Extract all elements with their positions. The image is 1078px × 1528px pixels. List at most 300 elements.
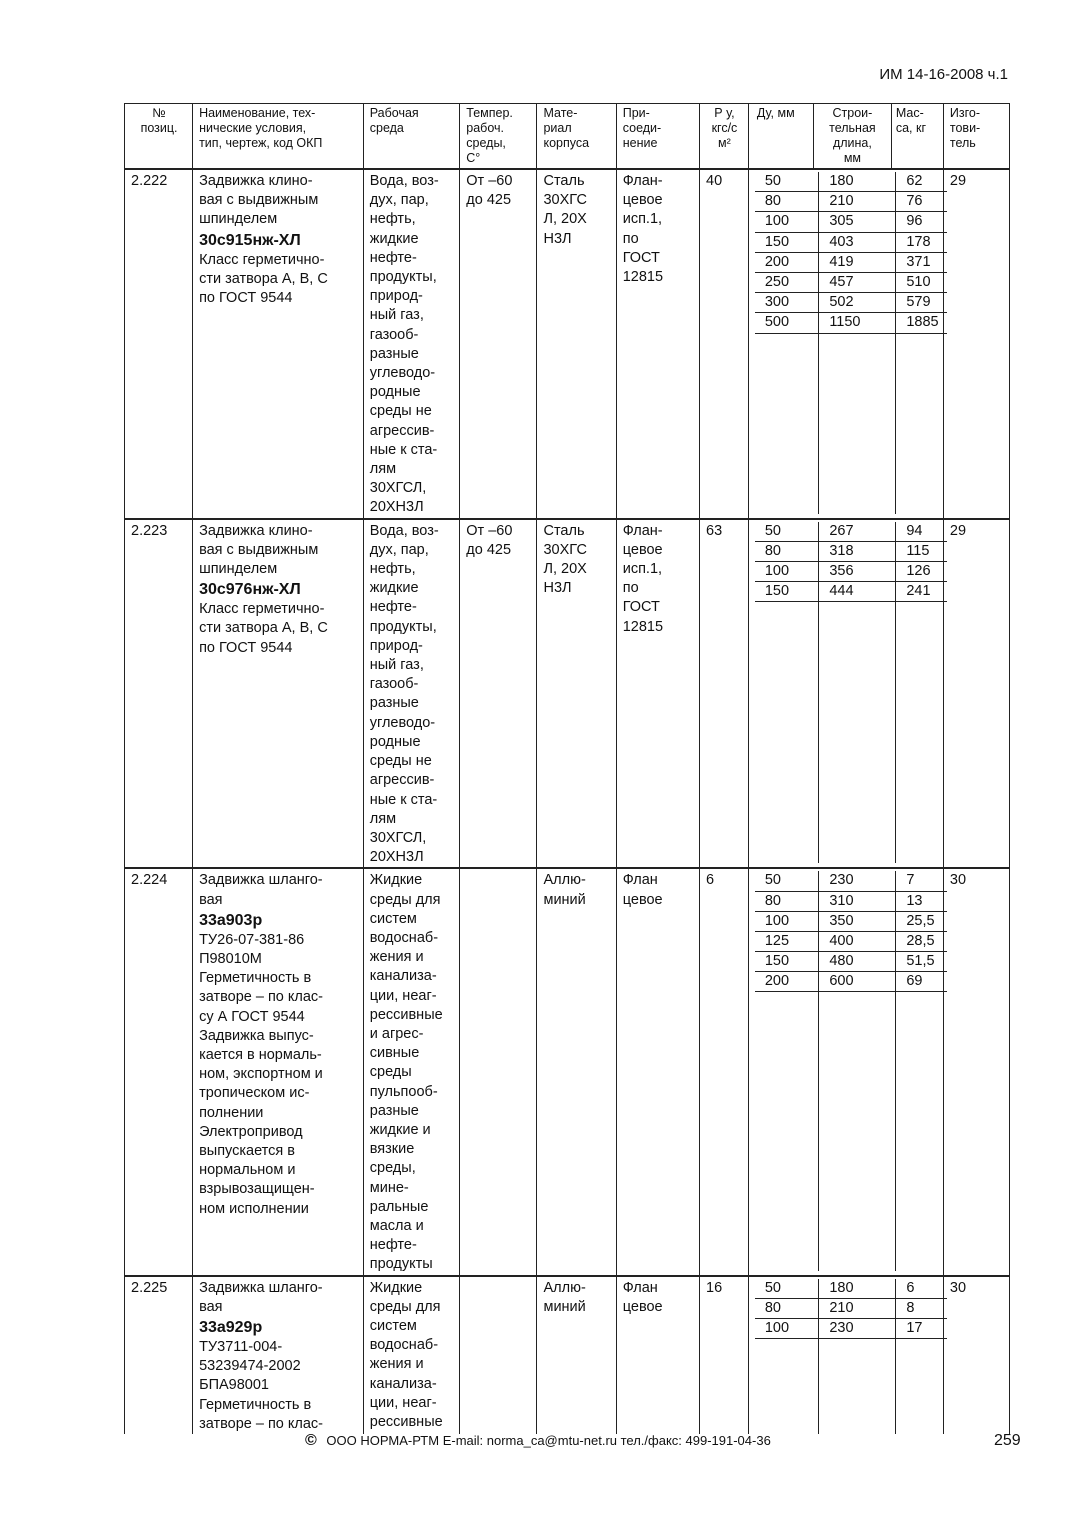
nominal-diameter: 50 <box>755 871 819 891</box>
size-row <box>755 293 947 313</box>
name_pre-line: шпинделем <box>199 211 278 228</box>
nominal-diameter: 80 <box>755 891 819 911</box>
material-line: Сталь <box>543 522 585 539</box>
nominal-diameter: 300 <box>755 293 819 313</box>
size-row <box>755 562 947 582</box>
mass: 115 <box>896 541 947 561</box>
name_pre-line: вая <box>199 1298 223 1315</box>
connection-line: Флан <box>622 1279 658 1296</box>
construction-length: 600 <box>819 972 896 992</box>
medium-line: лям <box>369 461 397 478</box>
valve-spec-table <box>124 103 1010 1434</box>
header-name <box>193 104 364 170</box>
header-line: Мас- <box>895 106 924 120</box>
nominal-pressure: 63 <box>700 519 749 869</box>
body-material <box>537 169 616 519</box>
header-line: мм <box>843 151 861 165</box>
medium-line: рессивные <box>369 1414 443 1430</box>
size-row <box>755 1298 947 1318</box>
name_pre-line: Задвижка клино- <box>199 173 313 189</box>
footer <box>305 1432 771 1450</box>
connection-line: Флан <box>622 872 658 889</box>
mass: 94 <box>896 522 947 542</box>
nominal-pressure: 40 <box>700 169 749 519</box>
medium-line: систем <box>369 1317 417 1334</box>
name_post-line: кается в нормаль- <box>199 1046 322 1063</box>
temp-line: до 425 <box>466 541 512 558</box>
size-row <box>755 232 947 252</box>
name_pre-line: вая с выдвижным <box>199 192 319 209</box>
construction-length: 180 <box>819 1279 896 1299</box>
table-row <box>125 1276 1010 1434</box>
medium-line: ции, неаг- <box>369 1394 437 1411</box>
material-line: Н3Л <box>543 230 572 247</box>
medium-line: нефть, <box>369 561 416 578</box>
name_post-line: ТУ3711-004- <box>199 1338 283 1355</box>
nominal-diameter: 250 <box>755 272 819 292</box>
name_post-line: П98010М <box>199 950 262 967</box>
header-dn <box>749 104 814 168</box>
name_pre-line: вая с выдвижным <box>199 541 319 558</box>
manufacturer-code: 29 <box>943 519 1009 869</box>
construction-length: 400 <box>819 931 896 951</box>
header-line: Строи- <box>832 106 873 120</box>
medium-line: агрессив- <box>369 422 435 439</box>
nominal-diameter: 500 <box>755 313 819 333</box>
header-connection <box>616 104 699 170</box>
working-temperature <box>460 519 537 869</box>
construction-length: 180 <box>819 172 896 192</box>
mass: 96 <box>896 212 947 232</box>
header-line: нение <box>622 136 658 150</box>
position-number: 2.222 <box>125 169 193 519</box>
mass: 510 <box>896 272 947 292</box>
header-pos <box>125 104 193 170</box>
nominal-diameter: 50 <box>755 172 819 192</box>
nominal-diameter: 200 <box>755 972 819 992</box>
header-line: тови- <box>949 121 981 135</box>
name_pre-line: Задвижка клино- <box>199 522 313 539</box>
construction-length: 356 <box>819 562 896 582</box>
size-table-cell <box>748 169 943 519</box>
valve-name <box>193 169 364 519</box>
size-row <box>755 541 947 561</box>
valve-name <box>193 1276 364 1434</box>
nominal-diameter: 100 <box>755 562 819 582</box>
medium-line: пульпооб- <box>369 1083 438 1100</box>
mass: 8 <box>896 1298 947 1318</box>
medium-line: вязкие <box>369 1141 415 1158</box>
size-table-cell <box>748 1276 943 1434</box>
connection-line: исп.1, <box>622 561 663 578</box>
medium-line: среды для <box>369 1298 441 1315</box>
medium-line: лям <box>369 810 397 827</box>
manufacturer-code: 30 <box>943 868 1009 1275</box>
size-row <box>755 192 947 212</box>
nominal-diameter: 80 <box>755 541 819 561</box>
page-number: 259 <box>994 1432 1021 1449</box>
medium-line: ный газ, <box>369 307 424 324</box>
header-line: са, кг <box>895 121 927 135</box>
construction-length: 457 <box>819 272 896 292</box>
mass: 579 <box>896 293 947 313</box>
name_post-line: ном, экспортном и <box>199 1066 323 1083</box>
connection-type <box>616 1276 699 1434</box>
nominal-diameter: 100 <box>755 1318 819 1338</box>
mass: 62 <box>896 172 947 192</box>
medium-line: природ- <box>369 637 423 654</box>
mass: 28,5 <box>896 931 947 951</box>
nominal-diameter: 200 <box>755 252 819 272</box>
size-row <box>755 522 947 542</box>
size-row <box>755 313 947 333</box>
mass: 76 <box>896 192 947 212</box>
medium-line: среды не <box>369 403 432 420</box>
construction-length: 305 <box>819 212 896 232</box>
connection-line: Флан- <box>622 173 663 189</box>
valve-name <box>193 519 364 869</box>
working-temperature <box>460 169 537 519</box>
name_post-line: выпускается в <box>199 1142 295 1159</box>
material-line: миний <box>543 1298 586 1315</box>
name_post-line: сти затвора А, В, С <box>199 620 328 637</box>
working-temperature <box>460 868 537 1275</box>
header-length <box>814 104 892 168</box>
header-line: соеди- <box>622 121 662 135</box>
size-table <box>755 1279 947 1434</box>
construction-length: 403 <box>819 232 896 252</box>
working-medium <box>363 519 460 869</box>
medium-line: Вода, воз- <box>369 522 439 539</box>
mass: 51,5 <box>896 952 947 972</box>
medium-line: разные <box>369 695 419 712</box>
size-row <box>755 972 947 992</box>
medium-line: дух, пар, <box>369 192 429 209</box>
name_post-line: Класс герметично- <box>199 251 325 268</box>
medium-line: нефте- <box>369 1237 417 1254</box>
connection-type <box>616 519 699 869</box>
header-line: При- <box>622 106 650 120</box>
medium-line: канализа- <box>369 1375 437 1392</box>
construction-length: 350 <box>819 911 896 931</box>
name_post-line: БПА98001 <box>199 1377 269 1394</box>
table-row <box>125 169 1010 519</box>
nominal-diameter: 80 <box>755 192 819 212</box>
medium-line: жения и <box>369 949 424 966</box>
medium-line: Жидкие <box>369 1279 423 1296</box>
medium-line: рессивные <box>369 1006 443 1023</box>
construction-length: 210 <box>819 1298 896 1318</box>
size-table-cell <box>748 868 943 1275</box>
header-line: С° <box>466 151 481 165</box>
name_post-line: нормальном и <box>199 1162 296 1179</box>
medium-line: канализа- <box>369 968 437 985</box>
name_pre-line: шпинделем <box>199 561 278 578</box>
valve-type-code: 30с976нж-ХЛ <box>199 581 301 599</box>
valve-type-code: 30с915нж-ХЛ <box>199 231 301 249</box>
material-line: Л, 20Х <box>543 561 587 578</box>
construction-length: 444 <box>819 582 896 602</box>
medium-line: агрессив- <box>369 772 435 789</box>
nominal-diameter: 150 <box>755 582 819 602</box>
size-row <box>755 891 947 911</box>
medium-line: углеводо- <box>369 365 436 382</box>
medium-line: родные <box>369 384 421 401</box>
nominal-diameter: 150 <box>755 952 819 972</box>
medium-line: газооб- <box>369 326 419 343</box>
header-line: корпуса <box>543 136 590 150</box>
connection-line: цевое <box>622 192 663 209</box>
size-row <box>755 952 947 972</box>
mass: 371 <box>896 252 947 272</box>
connection-line: 12815 <box>622 269 664 286</box>
size-table <box>755 522 947 863</box>
mass: 69 <box>896 972 947 992</box>
temp-line: От –60 <box>466 173 513 189</box>
header-line: тип, чертеж, код ОКП <box>199 136 323 150</box>
medium-line: водоснаб- <box>369 929 439 946</box>
medium-line: среды <box>369 1064 412 1081</box>
header-line: тель <box>949 136 976 150</box>
name_post-line: Задвижка выпус- <box>199 1027 314 1044</box>
name_post-line: по ГОСТ 9544 <box>199 290 293 307</box>
header-pressure <box>700 104 749 170</box>
size-row <box>755 931 947 951</box>
header-line: риал <box>543 121 572 135</box>
connection-line: цевое <box>622 891 663 908</box>
name_post-line: взрывозащищен- <box>199 1181 315 1198</box>
name_post-line: су А ГОСТ 9544 <box>199 1008 305 1025</box>
name_post-line: Герметичность в <box>199 970 312 987</box>
name_pre-line: Задвижка шланго- <box>199 872 323 889</box>
name_post-line: 53239474-2002 <box>199 1358 301 1375</box>
medium-line: Жидкие <box>369 872 423 889</box>
table-header-row <box>125 104 1010 170</box>
medium-line: среды для <box>369 891 441 908</box>
name_post-line: ТУ26-07-381-86 <box>199 931 305 948</box>
mass: 178 <box>896 232 947 252</box>
medium-line: дух, пар, <box>369 541 429 558</box>
construction-length: 318 <box>819 541 896 561</box>
temp-line: От –60 <box>466 522 513 539</box>
connection-line: цевое <box>622 541 663 558</box>
manufacturer-code: 30 <box>943 1276 1009 1434</box>
header-maker <box>943 104 1009 170</box>
body-material <box>537 868 616 1275</box>
material-line: миний <box>543 891 586 908</box>
nominal-diameter: 50 <box>755 1279 819 1299</box>
size-row <box>755 272 947 292</box>
header-line: Мате- <box>543 106 578 120</box>
connection-line: Флан- <box>622 522 663 539</box>
name_post-line: по ГОСТ 9544 <box>199 639 293 656</box>
header-mass <box>891 104 943 168</box>
material-line: Л, 20Х <box>543 211 587 228</box>
name_post-line: полнении <box>199 1104 264 1121</box>
working-medium <box>363 1276 460 1434</box>
position-number: 2.223 <box>125 519 193 869</box>
medium-line: природ- <box>369 288 423 305</box>
header-line: среда <box>369 121 404 135</box>
header-line: Темпер. <box>466 106 513 120</box>
table-row <box>125 519 1010 869</box>
header-line: Ду, мм <box>756 106 795 120</box>
mass: 13 <box>896 891 947 911</box>
name_post-line: Электропривод <box>199 1123 303 1140</box>
connection-type <box>616 169 699 519</box>
name_post-line: ном исполнении <box>199 1200 309 1217</box>
medium-line: водоснаб- <box>369 1337 439 1354</box>
size-row <box>755 911 947 931</box>
medium-line: ный газ, <box>369 657 424 674</box>
medium-line: нефте- <box>369 599 417 616</box>
valve-type-code: 33а903р <box>199 911 263 929</box>
header-medium <box>363 104 460 170</box>
medium-line: нефть, <box>369 211 416 228</box>
position-number: 2.224 <box>125 868 193 1275</box>
material-line: Н3Л <box>543 580 572 597</box>
copyright-icon: © <box>305 1432 317 1449</box>
medium-line: систем <box>369 910 417 927</box>
connection-line: по <box>622 230 639 247</box>
working-medium <box>363 868 460 1275</box>
medium-line: ральные <box>369 1198 429 1215</box>
medium-line: продукты <box>369 1256 433 1273</box>
header-line: среды, <box>466 136 506 150</box>
medium-line: родные <box>369 733 421 750</box>
nominal-diameter: 150 <box>755 232 819 252</box>
header-temp <box>460 104 537 170</box>
size-row <box>755 1318 947 1338</box>
nominal-pressure: 16 <box>700 1276 749 1434</box>
medium-line: 30ХГСЛ, <box>369 829 427 846</box>
size-row <box>755 172 947 192</box>
header-line: нические условия, <box>199 121 307 135</box>
medium-line: ные к ста- <box>369 791 438 808</box>
material-line: Аллю- <box>543 872 586 889</box>
header-line: позиц. <box>140 121 178 135</box>
medium-line: жидкие <box>369 580 419 597</box>
construction-length: 480 <box>819 952 896 972</box>
mass: 241 <box>896 582 947 602</box>
material-line: 30ХГС <box>543 192 587 209</box>
name_post-line: Класс герметично- <box>199 601 325 618</box>
header-sizes <box>748 104 943 170</box>
working-medium <box>363 169 460 519</box>
header-line: Изго- <box>949 106 981 120</box>
nominal-pressure: 6 <box>700 868 749 1275</box>
size-row <box>755 212 947 232</box>
footer-text: ООО НОРМА-РТМ E-mail: norma_ca@mtu-net.ru тел./факс: 499-191-04-36 <box>326 1433 771 1448</box>
size-row <box>755 871 947 891</box>
position-number: 2.225 <box>125 1276 193 1434</box>
medium-line: нефте- <box>369 249 417 266</box>
connection-line: исп.1, <box>622 211 663 228</box>
size-table <box>755 172 947 514</box>
medium-line: сивные <box>369 1045 420 1062</box>
nominal-diameter: 50 <box>755 522 819 542</box>
connection-type <box>616 868 699 1275</box>
material-line: Аллю- <box>543 1279 586 1296</box>
mass: 6 <box>896 1279 947 1299</box>
temp-line: до 425 <box>466 192 512 209</box>
table-row <box>125 868 1010 1275</box>
medium-line: 20ХН3Л <box>369 499 424 516</box>
size-table-cell <box>748 519 943 869</box>
mass: 7 <box>896 871 947 891</box>
mass: 17 <box>896 1318 947 1338</box>
medium-line: мине- <box>369 1179 409 1196</box>
header-line: м² <box>718 136 731 150</box>
medium-line: жения и <box>369 1356 424 1373</box>
header-material <box>537 104 616 170</box>
construction-length: 1150 <box>819 313 896 333</box>
medium-line: и агрес- <box>369 1025 424 1042</box>
name_pre-line: Задвижка шланго- <box>199 1279 323 1296</box>
medium-line: среды, <box>369 1160 416 1177</box>
size-row <box>755 1279 947 1299</box>
construction-length: 267 <box>819 522 896 542</box>
connection-line: ГОСТ <box>622 249 660 266</box>
medium-line: жидкие и <box>369 1121 431 1138</box>
header-line: № <box>152 106 166 120</box>
name_pre-line: вая <box>199 891 223 908</box>
nominal-diameter: 125 <box>755 931 819 951</box>
size-row <box>755 582 947 602</box>
name_post-line: сти затвора А, В, С <box>199 270 328 287</box>
medium-line: жидкие <box>369 230 419 247</box>
header-line: кгс/с <box>711 121 738 135</box>
name_post-line: тропическом ис- <box>199 1085 310 1102</box>
size-row <box>755 252 947 272</box>
connection-line: по <box>622 580 639 597</box>
medium-line: 30ХГСЛ, <box>369 480 427 497</box>
body-material <box>537 1276 616 1434</box>
medium-line: продукты, <box>369 269 437 286</box>
mass: 1885 <box>896 313 947 333</box>
document-id: ИМ 14-16-2008 ч.1 <box>879 66 1008 83</box>
header-line: рабоч. <box>466 121 504 135</box>
working-temperature <box>460 1276 537 1434</box>
construction-length: 230 <box>819 1318 896 1338</box>
material-line: Сталь <box>543 173 585 189</box>
size-table <box>755 871 947 1271</box>
medium-line: 20ХН3Л <box>369 849 424 866</box>
header-line: длина, <box>832 136 872 150</box>
nominal-diameter: 100 <box>755 212 819 232</box>
material-line: 30ХГС <box>543 541 587 558</box>
construction-length: 310 <box>819 891 896 911</box>
connection-line: ГОСТ <box>622 599 660 616</box>
valve-name <box>193 868 364 1275</box>
construction-length: 419 <box>819 252 896 272</box>
connection-line: 12815 <box>622 618 664 635</box>
medium-line: Вода, воз- <box>369 173 439 189</box>
header-line: Рабочая <box>369 106 419 120</box>
header-line: Р у, <box>714 106 735 120</box>
name_post-line: затворе – по клас- <box>199 1415 324 1432</box>
medium-line: продукты, <box>369 618 437 635</box>
connection-line: цевое <box>622 1298 663 1315</box>
name_post-line: затворе – по клас- <box>199 989 324 1006</box>
header-line: тельная <box>829 121 876 135</box>
construction-length: 502 <box>819 293 896 313</box>
medium-line: газооб- <box>369 676 419 693</box>
body-material <box>537 519 616 869</box>
valve-type-code: 33а929р <box>199 1318 263 1336</box>
medium-line: углеводо- <box>369 714 436 731</box>
medium-line: ции, неаг- <box>369 987 437 1004</box>
